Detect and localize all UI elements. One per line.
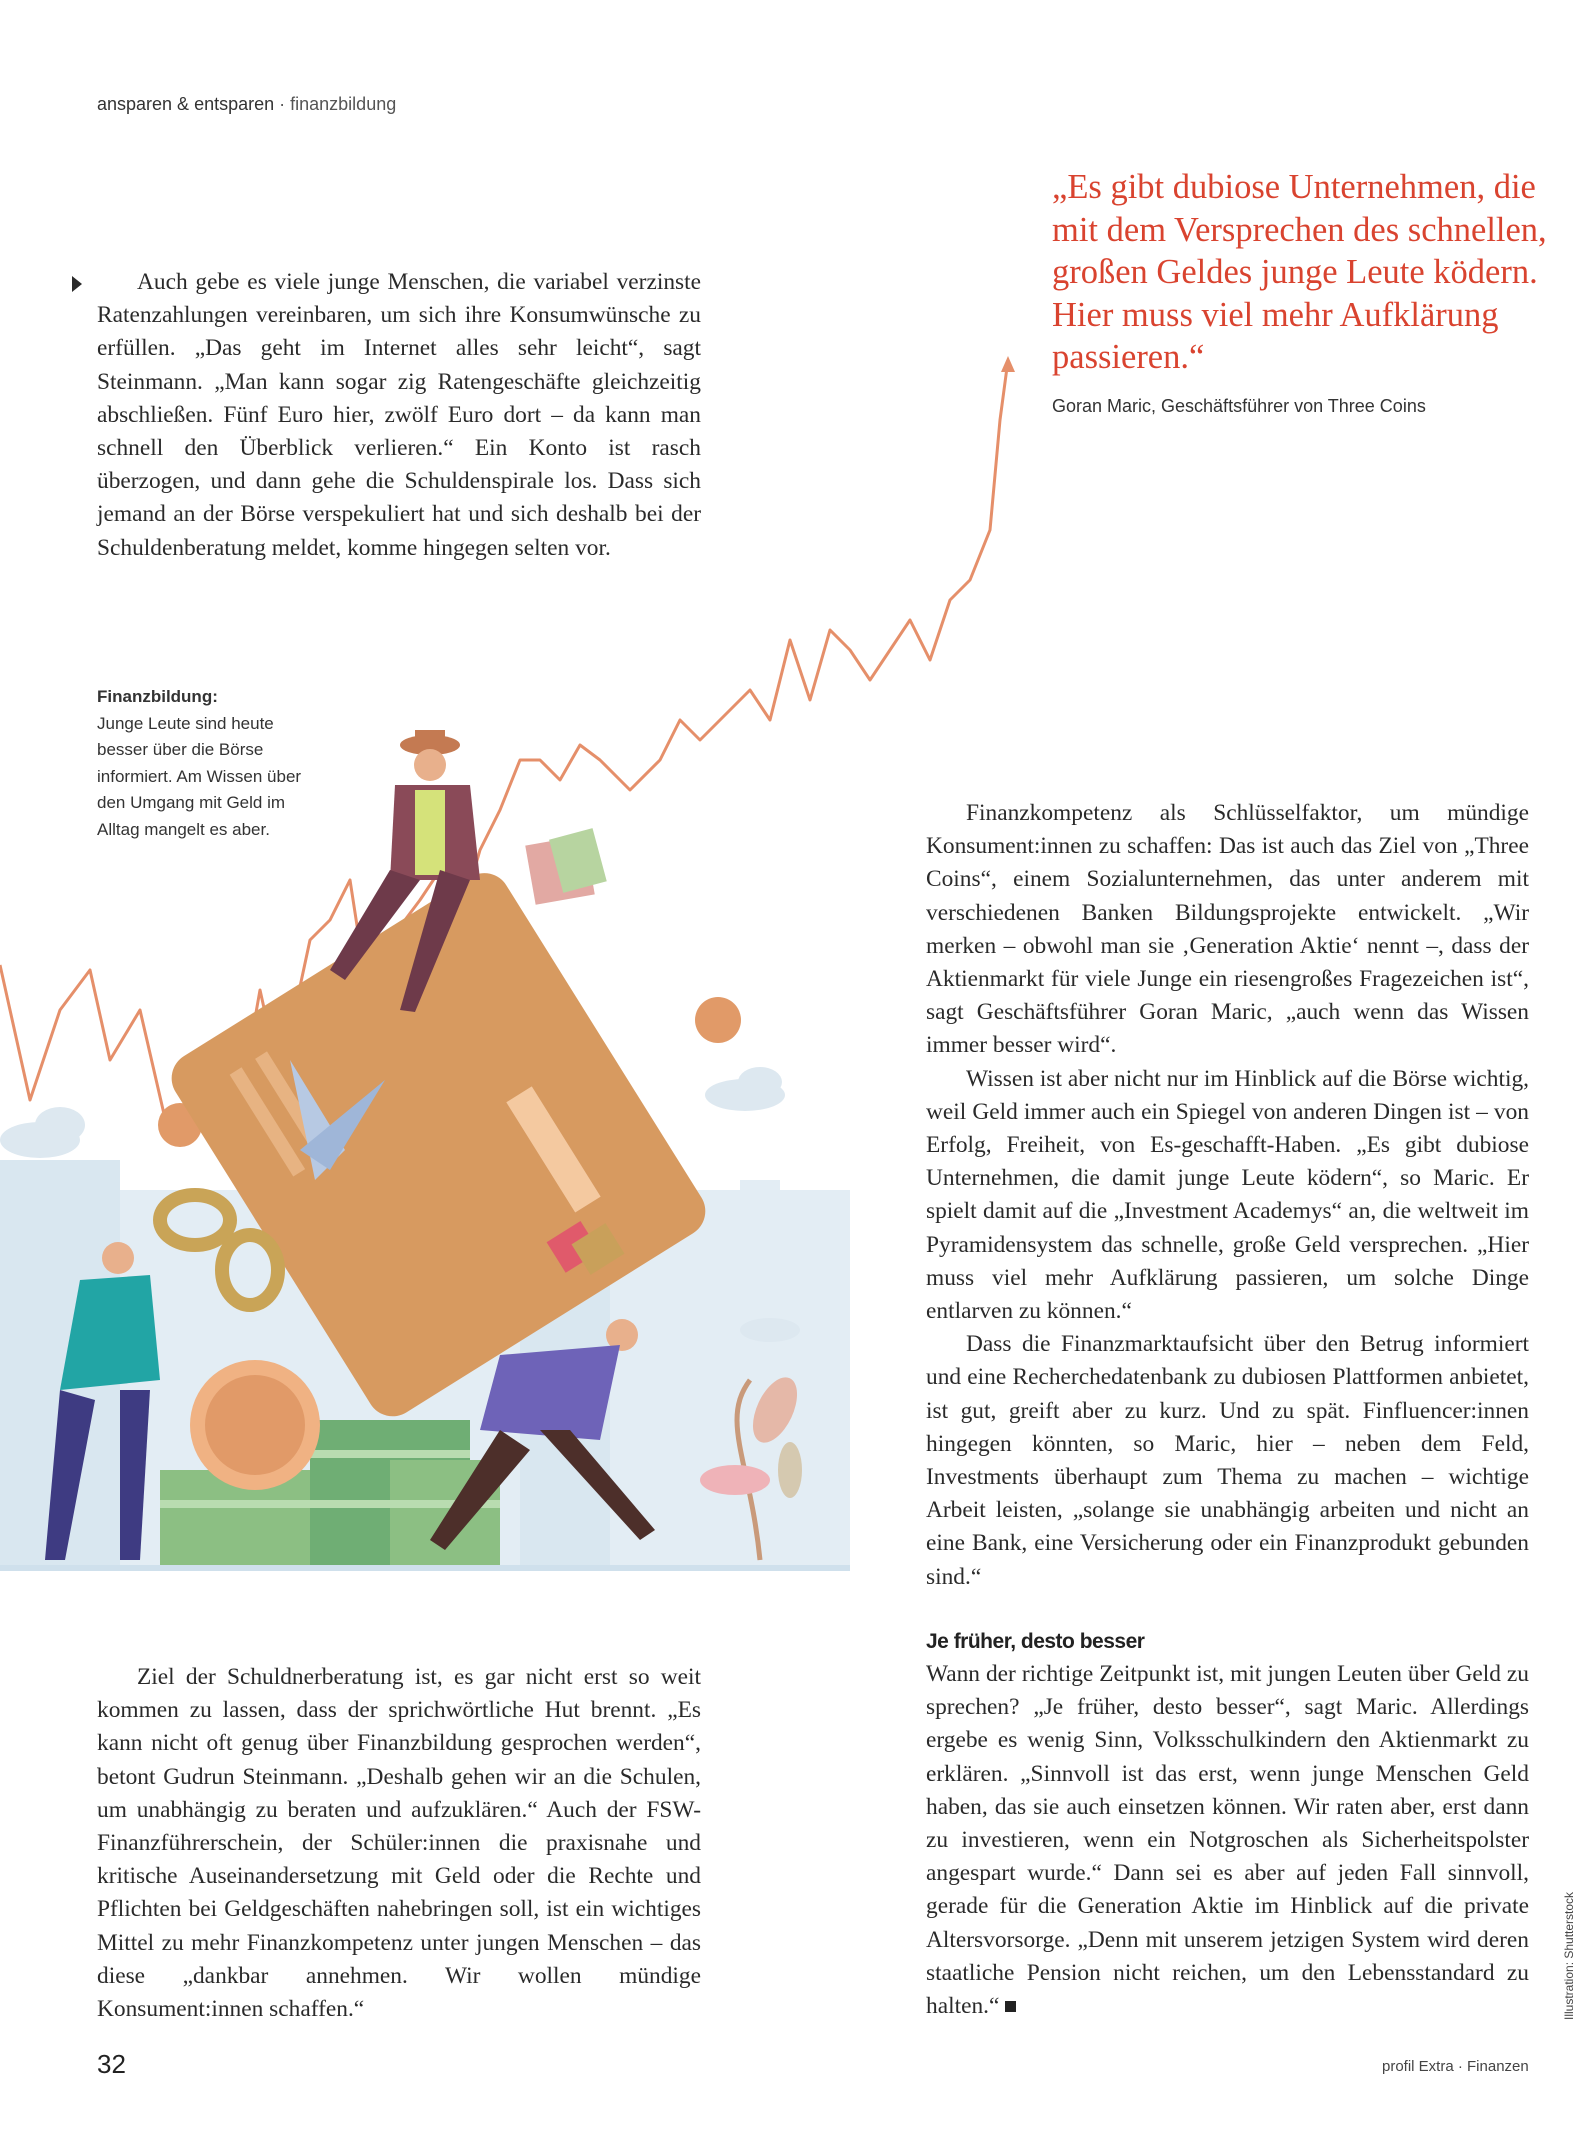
subheading: Je früher, desto besser (926, 1630, 1145, 1653)
continuation-arrow-icon (72, 276, 82, 292)
article-column-2 (97, 1661, 701, 2026)
chart-arrow-icon (1001, 356, 1015, 372)
ground-line (0, 1565, 850, 1571)
section-header (97, 94, 396, 115)
caption-title: Finanzbildung: (97, 687, 218, 706)
section-title: ansparen & entsparen (97, 94, 275, 114)
paragraph: Auch gebe es viele junge Menschen, die variabel verzinste Ratenzahlungen vereinbaren, um sich ihre Konsumwünsche zu erfüllen. „Das geht im Internet alles sehr leicht“, sagt Steinmann. „Man kann sogar zig Ratengeschäfte gleichzeitig abschließen. Fünf Euro hier, zwölf Euro dort – da kann man schnell den Überblick verlieren.“ Ein Konto ist rasch überzogen, und dann gehe die Schuldenspirale los. Dass sich jemand an der Börse verspekuliert hat und sich deshalb bei der Schuldenberatung meldet, komme hingegen selten vor. (97, 269, 701, 561)
article-column-3 (926, 797, 1529, 1594)
paragraph: Dass die Finanzmarktaufsicht über den Betrug informiert und eine Recherchedatenbank zu dubiosen Plattformen anbietet, ist gut, greift aber zu kurz. Und zu spät. Finfluencer:innen hingegen könnten, so Maric, hier – neben dem Feld, Investments überhaupt zum Thema zu machen – wichtige Arbeit leisten, „solange sie unabhängig arbeiten und nicht an eine Bank, eine Versicherung oder ein Finanzprodukt gebunden sind.“ (926, 1331, 1529, 1590)
coin-icon (190, 1360, 320, 1490)
paragraph: Ziel der Schuldnerberatung ist, es gar nicht erst so weit kommen zu lassen, dass der sprichwörtliche Hut brennt. „Es kann nicht oft genug über Finanzbildung gesprochen werden“, betont Gudrun Steinmann. „Deshalb gehen wir an die Schulen, um unabhängig zu beraten und aufzuklären.“ Auch der FSW-Finanzführerschein, der Schüler:innen die praxisnahe und kritische Auseinandersetzung mit Geld oder die Rechte und Pflichten bei Geldgeschäften nahebringen soll, ist ein wichtiges Mittel zu mehr Finanzkompetenz unter jungen Menschen – das diese „dankbar annehmen. Wir wollen mündige Konsument:innen schaffen.“ (97, 1664, 701, 2023)
article-column-4 (926, 1625, 1529, 2023)
illustration-credit: Illustration: Shutterstock (1562, 1891, 1576, 2020)
caption-text: Junge Leute sind heute besser über die Börse informiert. Am Wissen über den Umgang mit Geld im Alltag mangelt es aber. (97, 713, 302, 839)
image-caption (97, 684, 327, 843)
paragraph (926, 1658, 1529, 2023)
article-column-1 (97, 266, 701, 565)
coin-icon (695, 997, 741, 1043)
pull-quote: „Es gibt dubiose Unternehmen, die mit dem Versprechen des schnellen, großen Geldes junge Leute ködern. Hier muss viel mehr Aufklärung passieren.“ (1052, 168, 1547, 376)
end-mark-icon (1005, 2001, 1016, 2012)
publication-footer: profil Extra · Finanzen (1382, 2058, 1529, 2075)
paragraph: Wissen ist aber nicht nur im Hinblick auf die Börse wichtig, weil Geld immer auch ein Spiegel von anderen Dingen ist – von Erfolg, Freiheit, von Es-geschafft-Haben. „Es gibt dubiose Unternehmen, die damit junge Leute ködern“, so Maric. Er spielt damit auf die „Investment Academys“ an, die weltweit im Pyramidensystem das schnelle, große Geld versprechen. „Hier muss viel mehr Aufklärung passieren, um solche Dinge entlarven zu können.“ (926, 1065, 1529, 1325)
header-separator: · (274, 94, 291, 114)
quote-author: Goran Maric, Geschäftsführer von Three Coins (1052, 396, 1426, 416)
page-number: 32 (97, 2049, 126, 2079)
paragraph-text: Wann der richtige Zeitpunkt ist, mit jungen Leuten über Geld zu sprechen? „Je früher, desto besser“, sagt Maric. Allerdings ergebe es wenig Sinn, Volksschulkindern den Aktienmarkt zu erklären. „Sinnvoll ist das erst, wenn junge Menschen Geld haben, das sie auch einsetzen können. Wir raten aber, erst dann zu investieren, wenn ein Notgroschen als Sicherheitspolster angespart wurde.“ Dann sei es aber auf jeden Fall sinnvoll, gerade für die Generation Aktie im Hinblick auf die private Altersvorsorge. „Denn mit unserem jetzigen System wird deren staatliche Pension nicht reichen, um den Lebensstandard zu halten.“ (926, 1661, 1529, 2020)
section-topic: finanzbildung (290, 94, 397, 114)
paragraph: Finanzkompetenz als Schlüsselfaktor, um mündige Konsument:innen zu schaffen: Das ist auch das Ziel von „Three Coins“, einem Sozialunternehmen, das unter anderem mit verschiedenen Banken Bildungsprojekte entwickelt. „Wir merken – obwohl man sie ‚Generation Aktie‘ nennt –, dass der Aktienmarkt für viele Junge ein riesengroßes Fragezeichen ist“, sagt Geschäftsführer Goran Maric, „auch wenn das Wissen immer besser wird“. (926, 800, 1529, 1059)
